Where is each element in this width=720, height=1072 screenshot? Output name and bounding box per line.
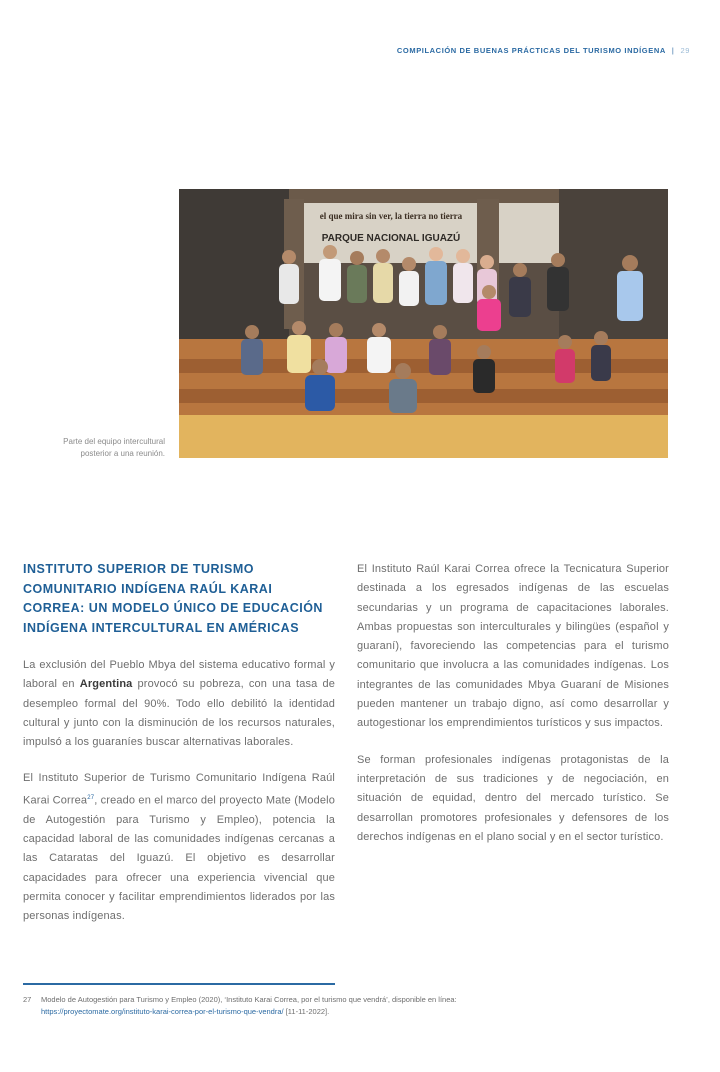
caption-line-1: Parte del equipo intercultural <box>63 437 165 446</box>
footnote-ref[interactable]: 27 <box>87 794 95 801</box>
p1-bold-country: Argentina <box>79 678 133 691</box>
footnote-link[interactable]: https://proyectomate.org/instituto-karai-correa-por-el-turismo-que-vendra/ <box>41 1007 284 1016</box>
p2-text-before: El Instituto Superior de Turismo Comunitario Indígena Raúl Karai Correa <box>23 772 335 807</box>
paragraph-4: Se forman profesionales indígenas protagonistas de la interpretación de sus tradiciones y de negociación, en situación de equidad, dentro del mercado turístico. Se desarrollan promotores profesionales y defensores de los derechos indígenas en el plano social y en el sector turístico. <box>357 753 669 843</box>
left-column <box>23 560 335 944</box>
footnote <box>23 994 673 1018</box>
header-separator: | <box>671 46 675 55</box>
header-title: COMPILACIÓN DE BUENAS PRÁCTICAS DEL TURISMO INDÍGENA <box>396 46 666 55</box>
sign-top-text: el que mira sin ver, la tierra no tierra <box>319 211 463 221</box>
running-header <box>397 46 690 55</box>
group-photo <box>179 189 668 458</box>
footnote-date: [11-11-2022]. <box>285 1007 330 1016</box>
paragraph-3: El Instituto Raúl Karai Correa ofrece la Tecnicatura Superior destinada a los egresados indígenas de las escuelas secundarias y un programa de capacitaciones laborales. Ambas propuestas son interculturales y bilingües (español y guaraní), favoreciendo las competencias para el turismo comunitario que involucra a las comunidades indígenas. Los integrantes de las comunidades Mbya Guaraní de Misiones pueden mantener un trabajo digno, así como desarrollar y autogestionar los emprendimientos turísticos y sus impactos. <box>357 563 669 730</box>
footnote-text: Modelo de Autogestión para Turismo y Empleo (2020), ‘Instituto Karai Correa, por el turismo que vendrá’, disponible en línea: <box>41 995 457 1004</box>
footnote-number: 27 <box>23 995 32 1004</box>
right-column <box>357 560 669 864</box>
footnote-body <box>41 994 457 1018</box>
sign-main-text: PARQUE NACIONAL IGUAZÚ <box>321 233 461 244</box>
paragraph-2 <box>23 769 335 926</box>
page-number: 29 <box>680 46 690 55</box>
p1-text-before: La exclusión del Pueblo Mbya del sistema educativo formal y laboral en <box>23 659 335 691</box>
paragraph-1 <box>23 656 335 752</box>
article-heading: INSTITUTO SUPERIOR DE TURISMO COMUNITARIO INDÍGENA RAÚL KARAI CORREA: UN MODELO ÚNICO DE EDUCACIÓN INDÍGENA INTERCULTURAL EN AMÉRICAS <box>23 562 323 635</box>
caption-line-2: posterior a una reunión. <box>80 449 165 458</box>
photo-caption <box>30 436 165 460</box>
footnote-divider <box>23 983 335 985</box>
p2-text-after: , creado en el marco del proyecto Mate (Modelo de Autogestión para Turismo y Empleo), potencia la capacidad laboral de las comunidades indígenas cercanas a las Cataratas del Iguazú. El objetivo es desarrollar capacidades para ofrecer una experiencia vivencial que permita conocer y facilitar emprendimientos liderados por las personas indígenas. <box>23 794 335 923</box>
p1-text-after: provocó su pobreza, con una tasa de desempleo formal del 90%. Todo ello debilitó la identidad cultural y junto con la disminución de los recursos naturales, impulsó a los guaraníes buscar alternativas laborales. <box>23 678 335 749</box>
